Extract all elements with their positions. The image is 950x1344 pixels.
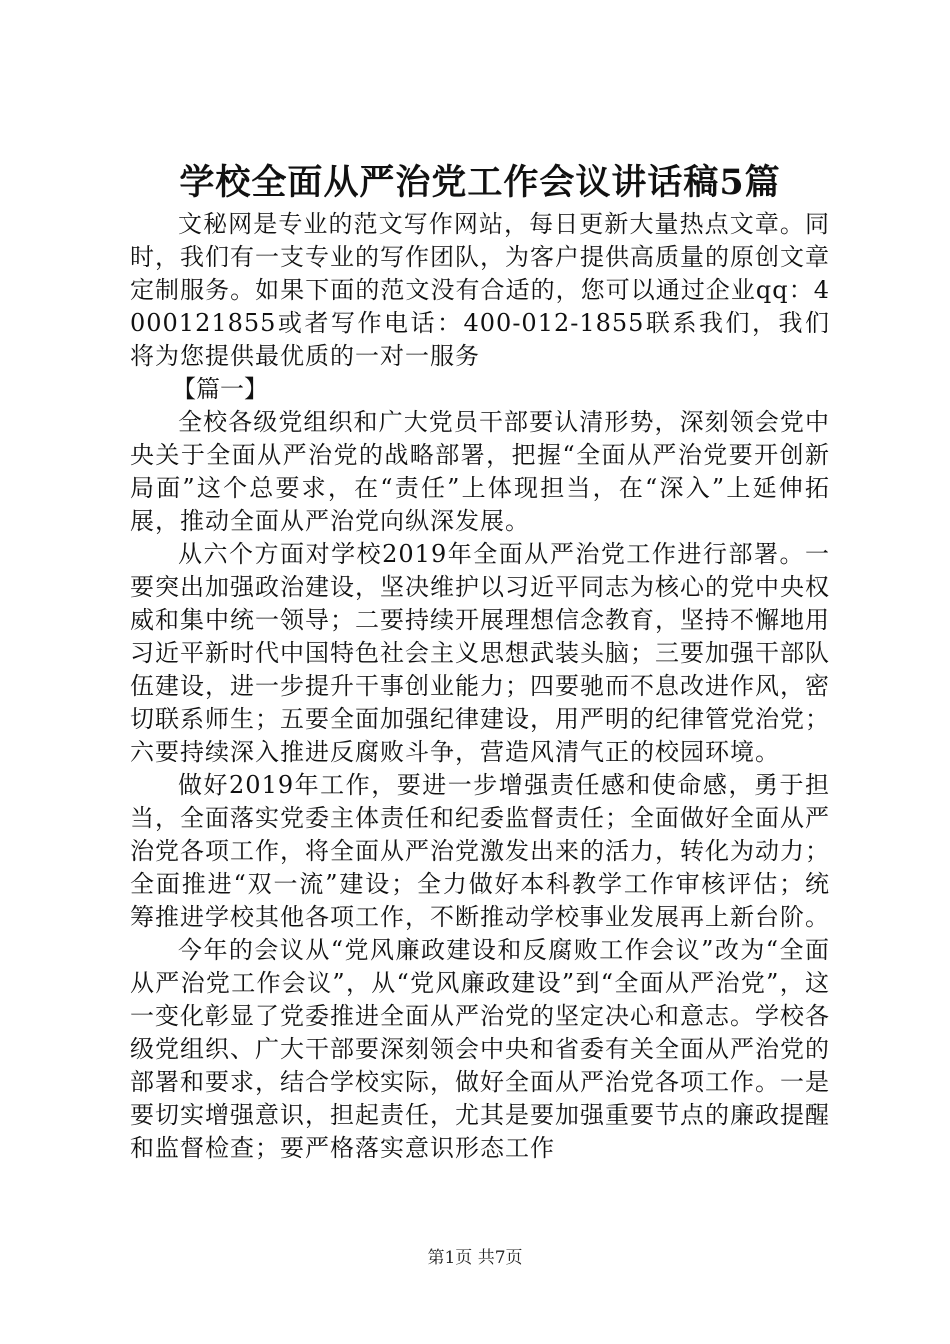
document-page <box>130 160 830 1165</box>
intro-paragraph: 文秘网是专业的范文写作网站，每日更新大量热点文章。同时，我们有一支专业的写作团队，为客户提供高质量的原创文章定制服务。如果下面的范文没有合适的，您可以通过企业qq：4000121855或者写作电话：400-012-1855联系我们，我们将为您提供最优质的一对一服务 <box>130 210 830 370</box>
body-paragraph-2: 从六个方面对学校2019年全面从严治党工作进行部署。一要突出加强政治建设，坚决维护以习近平同志为核心的党中央权威和集中统一领导；二要持续开展理想信念教育，坚持不懈地用习近平新时代中国特色社会主义思想武装头脑；三要加强干部队伍建设，进一步提升干事创业能力；四要驰而不息改进作风，密切联系师生；五要全面加强纪律建设，用严明的纪律管党治党；六要持续深入推进反腐败斗争，营造风清气正的校园环境。 <box>130 540 830 766</box>
body-paragraph-1: 全校各级党组织和广大党员干部要认清形势，深刻领会党中央关于全面从严治党的战略部署，把握“全面从严治党要开创新局面”这个总要求，在“责任”上体现担当，在“深入”上延伸拓展，推动全面从严治党向纵深发展。 <box>130 408 830 535</box>
document-title: 学校全面从严治党工作会议讲话稿5篇 <box>179 162 781 203</box>
page-footer: 第1页 共7页 <box>427 1248 523 1268</box>
section-heading: 【篇一】 <box>172 375 268 403</box>
body-paragraph-4: 今年的会议从“党风廉政建设和反腐败工作会议”改为“全面从严治党工作会议”，从“党风廉政建设”到“全面从严治党”，这一变化彰显了党委推进全面从严治党的坚定决心和意志。学校各级党组织、广大干部要深刻领会中央和省委有关全面从严治党的部署和要求，结合学校实际，做好全面从严治党各项工作。一是要切实增强意识，担起责任，尤其是要加强重要节点的廉政提醒和监督检查；要严格落实意识形态工作 <box>130 936 830 1162</box>
body-paragraph-3: 做好2019年工作，要进一步增强责任感和使命感，勇于担当，全面落实党委主体责任和纪委监督责任；全面做好全面从严治党各项工作，将全面从严治党激发出来的活力，转化为动力；全面推进“双一流”建设；全力做好本科教学工作审核评估；统筹推进学校其他各项工作，不断推动学校事业发展再上新台阶。 <box>130 771 830 931</box>
